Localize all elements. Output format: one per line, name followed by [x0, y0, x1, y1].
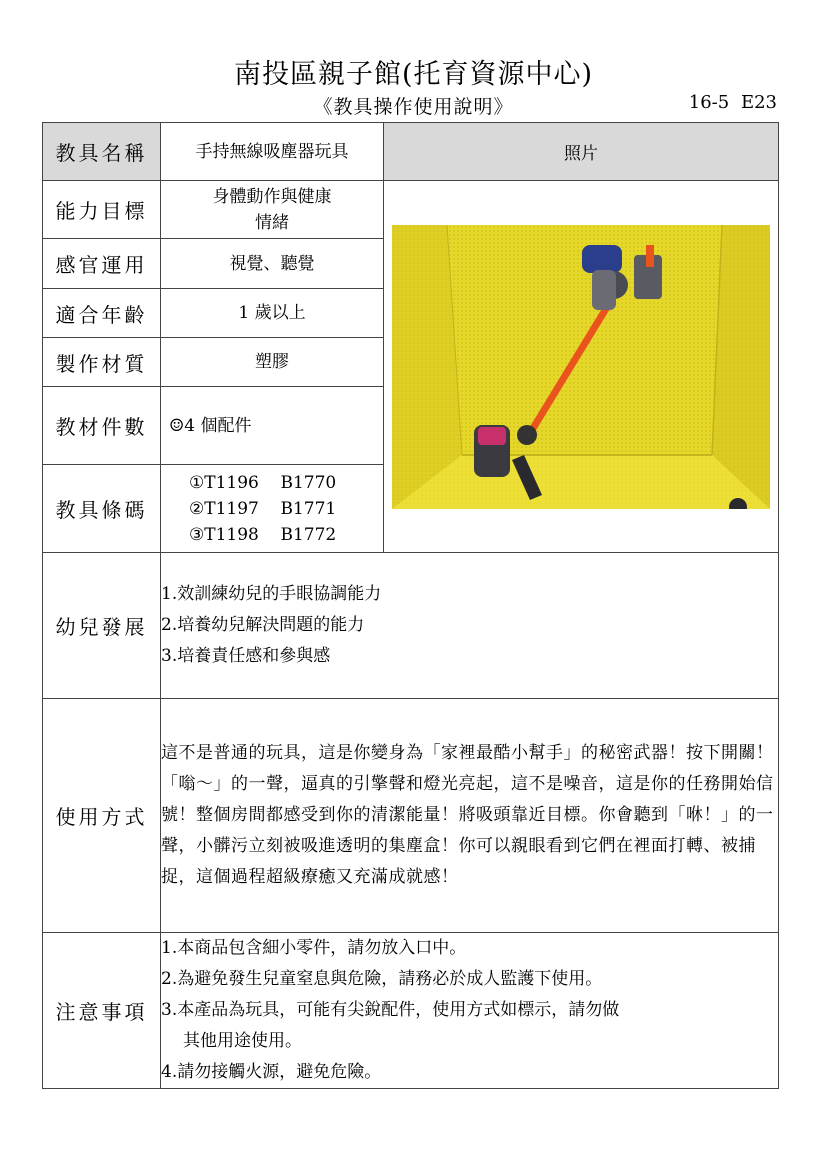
barcode-item: ①T1196 B1770 [189, 472, 337, 493]
photo-cell [384, 181, 779, 553]
label-barcode: 教具條碼 [43, 465, 161, 553]
document-subtitle: 《教具操作使用說明》 [313, 96, 514, 118]
value-senses: 視覺、聽覺 [161, 239, 384, 289]
ability-line-1: 身體動作與健康 [212, 186, 332, 207]
vacuum-photo-icon [392, 225, 770, 509]
barcode-item: ②T1197 B1771 [189, 498, 337, 519]
notes-item: 1.本商品包含細小零件，請勿放入口中。 [161, 938, 467, 958]
notes-item: 2.為避免發生兒童窒息與危險，請務必於成人監護下使用。 [161, 969, 603, 989]
label-ability: 能力目標 [43, 181, 161, 239]
row-notes [43, 933, 779, 1089]
photo-header: 照片 [384, 123, 779, 181]
value-name: 手持無線吸塵器玩具 [161, 123, 384, 181]
label-notes: 注意事項 [43, 933, 161, 1089]
row-name [43, 123, 779, 181]
value-material: 塑膠 [161, 338, 384, 387]
development-item: 2.培養幼兒解決問題的能力 [161, 615, 365, 635]
document-code: 16-5 E23 [688, 92, 777, 113]
info-table [42, 122, 779, 1089]
development-item: 1.效訓練幼兒的手眼協調能力 [161, 584, 382, 604]
product-photo [392, 225, 770, 509]
value-development [161, 553, 779, 699]
row-ability [43, 181, 779, 239]
label-name: 教具名稱 [43, 123, 161, 181]
value-notes [161, 933, 779, 1089]
value-usage [161, 699, 779, 933]
notes-item: 其他用途使用。 [183, 1031, 302, 1051]
row-development [43, 553, 779, 699]
row-usage [43, 699, 779, 933]
label-senses: 感官運用 [43, 239, 161, 289]
label-pieces: 教材件數 [43, 387, 161, 465]
value-ability [161, 181, 384, 239]
ability-line-2: 情緒 [255, 212, 289, 233]
label-usage: 使用方式 [43, 699, 161, 933]
notes-item: 3.本產品為玩具，可能有尖銳配件，使用方式如標示，請勿做 [161, 1000, 620, 1020]
barcode-item: ③T1198 B1772 [189, 524, 337, 545]
label-material: 製作材質 [43, 338, 161, 387]
value-barcode [161, 465, 384, 553]
document-title: 南投區親子館(托育資源中心) [233, 59, 594, 90]
label-age: 適合年齡 [43, 289, 161, 338]
notes-item: 4.請勿接觸火源，避免危險。 [161, 1062, 382, 1082]
value-age: 1 歲以上 [161, 289, 384, 338]
value-pieces: ☺4 個配件 [161, 387, 384, 465]
usage-paragraph: 這不是普通的玩具，這是你變身為「家裡最酷小幫手」的秘密武器！按下開關！「嗡～」的一聲，逼真的引擎聲和燈光亮起，這不是噪音，這是你的任務開始信號！整個房間都感受到你的清潔能量！將吸頭靠近目標。你會聽到「咻！」的一聲，小髒污立刻被吸進透明的集塵盒！你可以親眼看到它們在裡面打轉、被捕捉，這個過程超級療癒又充滿成就感！ [161, 743, 774, 887]
label-development: 幼兒發展 [43, 553, 161, 699]
development-item: 3.培養責任感和參與感 [161, 646, 331, 666]
